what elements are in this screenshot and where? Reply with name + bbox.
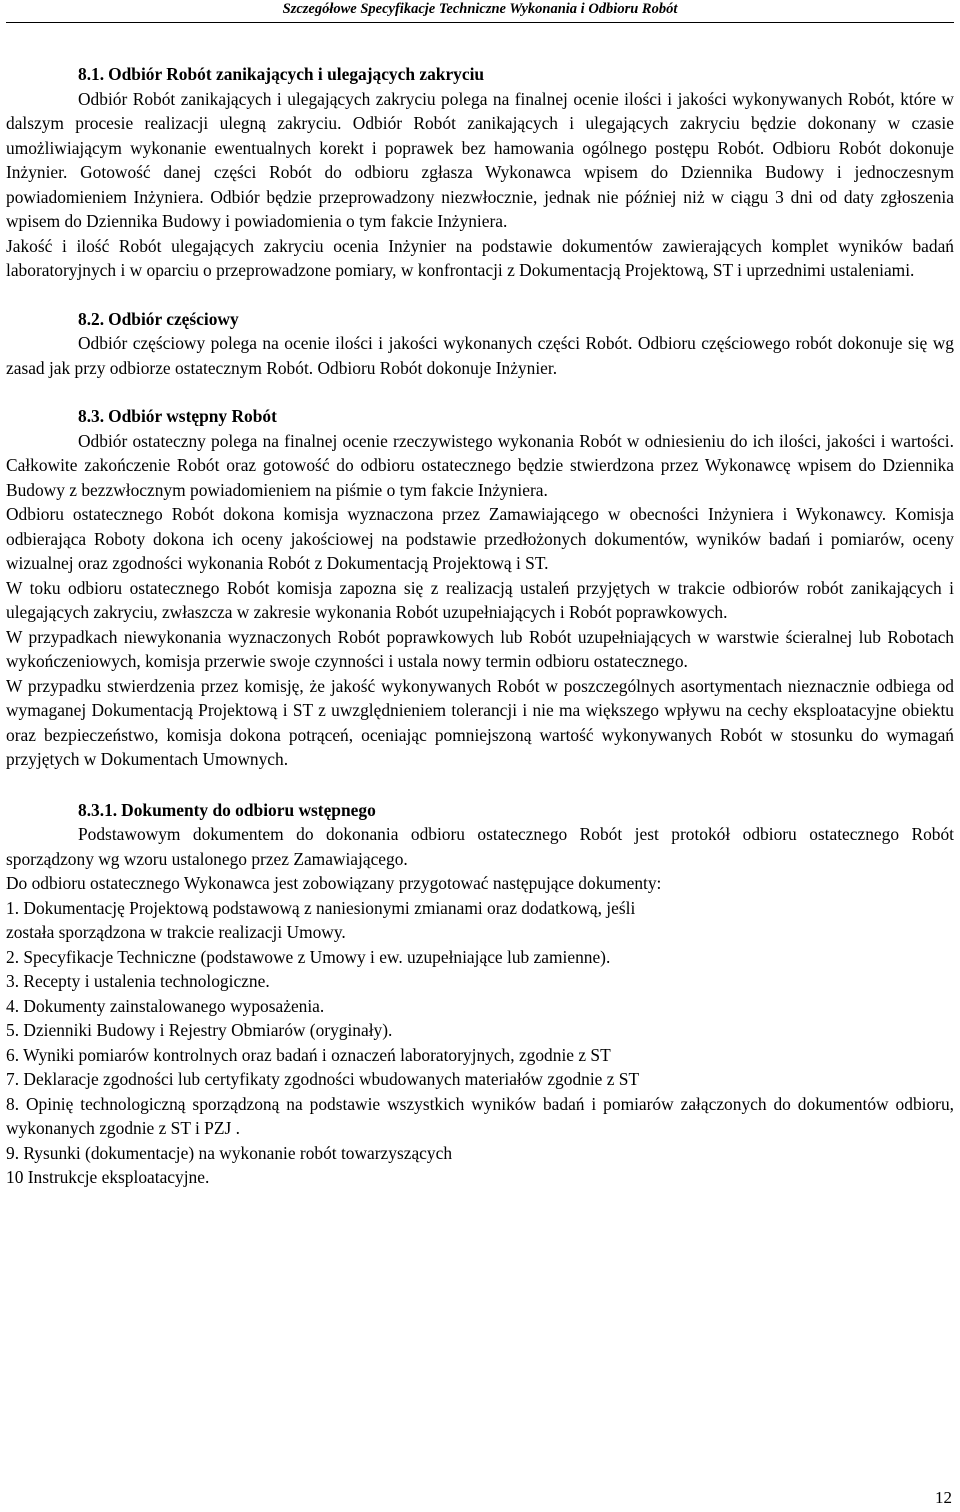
list-item: 1. Dokumentację Projektową podstawową z naniesionymi zmianami oraz dodatkową, jeśli została sporządzona w trakcie realizacji Umowy. — [6, 897, 636, 942]
page-header: Szczegółowe Specyfikacje Techniczne Wykonania i Odbioru Robót — [282, 1, 678, 17]
list-item: 3. Recepty i ustalenia technologiczne. — [6, 971, 270, 991]
paragraph: Odbioru ostatecznego Robót dokona komisja wyznaczona przez Zamawiającego w obecności Inżyniera i Wykonawcy. Komisja odbierająca Roboty dokona ich oceny jakościowej na podstawie przedłożonych dokumentów, wyników badań i pomiarów, oceny wizualnej oraz zgodności wykonania Robót z Dokumentacją Projektową i ST. — [6, 504, 954, 573]
list-item: 10 Instrukcje eksploatacyjne. — [6, 1167, 210, 1187]
paragraph: W toku odbioru ostatecznego Robót komisja zapozna się z realizacją ustaleń przyjętych w trakcie odbiorów robót zanikających i ulegających zakryciu, zwłaszcza w zakresie wykonania Robót uzupełniających i Robót poprawkowych. — [6, 577, 954, 622]
list-item: 9. Rysunki (dokumentacje) na wykonanie robót towarzyszących — [6, 1142, 453, 1163]
paragraph: Odbiór Robót zanikających i ulegających zakryciu polega na finalnej ocenie ilości i jakości wykonywanych Robót, które w dalszym procesie realizacji ulegną zakryciu. Odbiór Robót zanikających i ulegających zakryciu będzie dokonany w czasie umożliwiającym wykonanie ewentualnych korekt i poprawek bez hamowania ogólnego postępu Robót. Odbioru Robót dokonuje Inżynier. Gotowość danej części Robót do odbioru zgłasza Wykonawca wpisem do Dziennika Budowy i jednoczesnym powiadomieniem Inżyniera. Odbiór będzie przeprowadzony niezwłocznie, jednak nie później niż w ciągu 3 dni od daty zgłoszenia wpisem do Dziennika Budowy i powiadomienia o tym fakcie Inżyniera. — [6, 88, 954, 231]
document-list — [6, 896, 954, 1190]
paragraph: W przypadkach niewykonania wyznaczonych Robót poprawkowych lub Robót uzupełniających w warstwie ścieralnej lub Robotach wykończeniowych, komisja przerwie swoje czynności i ustala nowy termin odbioru ostatecznego. — [6, 626, 954, 671]
section-heading-8-3: 8.3. Odbiór wstępny Robót — [78, 406, 277, 426]
list-item: 2. Specyfikacje Techniczne (podstawowe z Umowy i ew. uzupełniające lub zamienne). — [6, 946, 611, 967]
document-body — [6, 62, 954, 1190]
paragraph: Jakość i ilość Robót ulegających zakryciu ocenia Inżynier na podstawie dokumentów zawierających komplet wyników badań laboratoryjnych i w oparciu o przeprowadzone pomiary, w konfrontacji z Dokumentacją Projektową, ST i uprzednimi ustaleniami. — [6, 235, 954, 280]
list-item: 4. Dokumenty zainstalowanego wyposażenia. — [6, 995, 325, 1016]
list-item: 5. Dzienniki Budowy i Rejestry Obmiarów (oryginały). — [6, 1020, 393, 1040]
section-heading-8-3-1: 8.3.1. Dokumenty do odbioru wstępnego — [78, 799, 376, 820]
section-heading-8-1: 8.1. Odbiór Robót zanikających i ulegających zakryciu — [78, 64, 485, 84]
paragraph: Do odbioru ostatecznego Wykonawca jest zobowiązany przygotować następujące dokumenty: — [6, 873, 662, 893]
paragraph: Odbiór częściowy polega na ocenie ilości i jakości wykonanych części Robót. Odbioru częściowego robót dokonuje się wg zasad jak przy odbiorze ostatecznym Robót. Odbioru Robót dokonuje Inżynier. — [6, 333, 954, 378]
section-heading-8-2: 8.2. Odbiór częściowy — [78, 308, 239, 329]
header-divider — [6, 22, 954, 23]
paragraph: Podstawowym dokumentem do dokonania odbioru ostatecznego Robót jest protokół odbioru ostatecznego Robót sporządzony wg wzoru ustalonego przez Zamawiającego. — [6, 824, 954, 869]
list-item: 8. Opinię technologiczną sporządzoną na podstawie wszystkich wyników badań i pomiarów załączonych do dokumentów odbioru, wykonanych zgodnie z ST i PZJ . — [6, 1093, 954, 1138]
paragraph: Odbiór ostateczny polega na finalnej ocenie rzeczywistego wykonania Robót w odniesieniu do ich ilości, jakości i wartości. Całkowite zakończenie Robót oraz gotowość do odbioru ostatecznego będzie stwierdzona przez Wykonawcę wpisem do Dziennika Budowy z bezzwłocznym powiadomieniem na piśmie o tym fakcie Inżyniera. — [6, 430, 954, 500]
list-item: 7. Deklaracje zgodności lub certyfikaty zgodności wbudowanych materiałów zgodnie z ST — [6, 1069, 640, 1089]
paragraph: W przypadku stwierdzenia przez komisję, że jakość wykonywanych Robót w poszczególnych asortymentach nieznacznie odbiega od wymaganej Dokumentacją Projektową i ST z uwzględnieniem tolerancji i nie ma większego wpływu na cechy eksploatacyjne obiektu oraz bezpieczeństwo, komisja dokona potrąceń, oceniając pomniejszoną wartość wykonywanych Robót w stosunku do wymagań przyjętych w Dokumentach Umownych. — [6, 675, 954, 769]
list-item: 6. Wyniki pomiarów kontrolnych oraz badań i oznaczeń laboratoryjnych, zgodnie z ST — [6, 1044, 611, 1065]
page-number: 12 — [935, 1488, 952, 1507]
